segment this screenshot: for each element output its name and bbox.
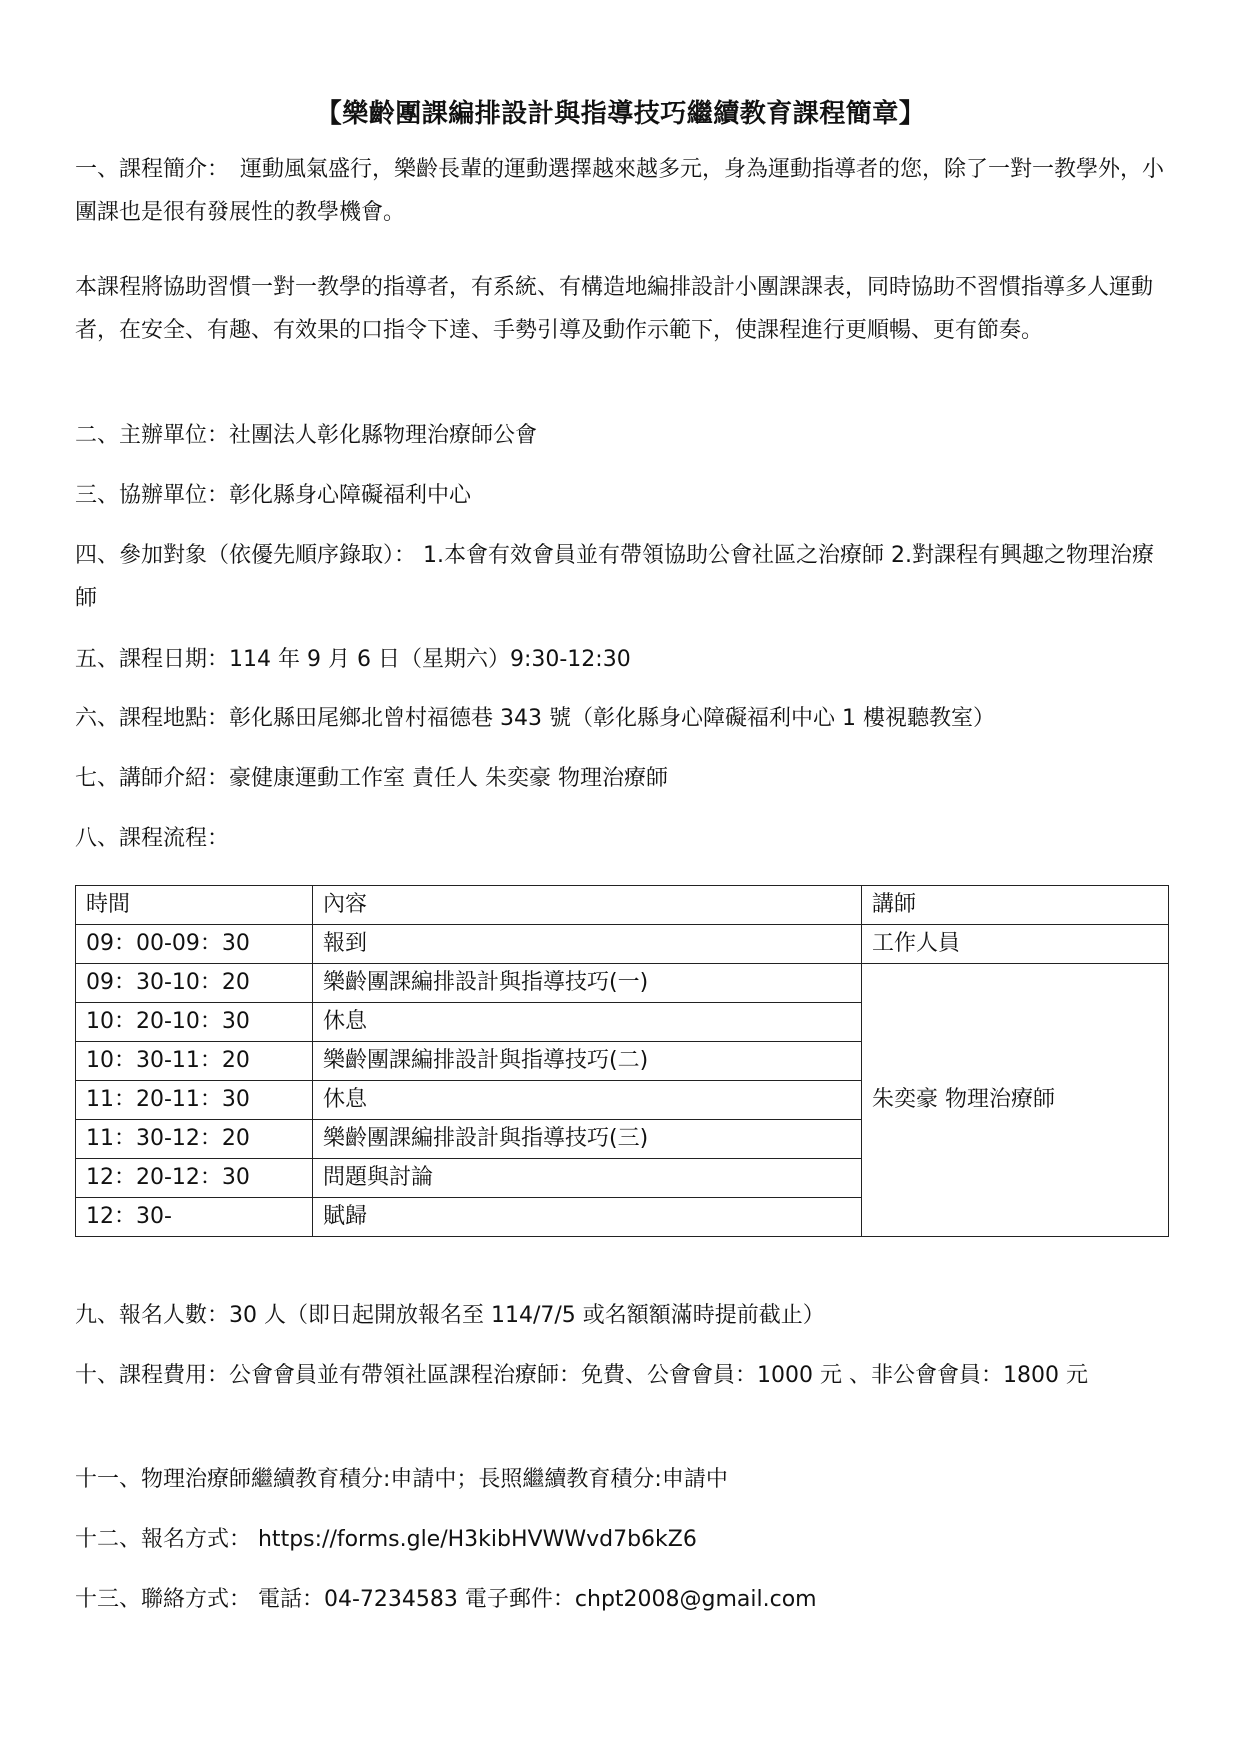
header-content: 內容: [313, 886, 862, 925]
cell-content: 報到: [313, 925, 862, 964]
section-credits: 十一、物理治療師繼續教育積分:申請中；長照繼續教育積分:申請中: [75, 1467, 728, 1492]
document-title: 【樂齡團課編排設計與指導技巧繼續教育課程簡章】: [315, 99, 926, 129]
section-organizer: 二、主辦單位：社團法人彰化縣物理治療師公會: [75, 423, 538, 448]
section-capacity: 九、報名人數：30 人（即日起開放報名至 114/7/5 或名額額滿時提前截止）: [75, 1303, 825, 1328]
table-header-row: [76, 886, 1169, 925]
table-row: [76, 964, 1169, 1003]
cell-content: 樂齡團課編排設計與指導技巧(一): [313, 964, 862, 1003]
section-location: 六、課程地點：彰化縣田尾鄉北曾村福德巷 343 號（彰化縣身心障礙福利中心 1 樓視聽教室）: [75, 706, 995, 731]
cell-time: 10：20-10：30: [76, 1003, 313, 1042]
cell-time: 09：00-09：30: [76, 925, 313, 964]
header-instructor: 講師: [862, 886, 1169, 925]
section-registration: 十二、報名方式： https://forms.gle/H3kibHVWWvd7b6kZ6: [75, 1527, 697, 1552]
cell-time: 11：20-11：30: [76, 1081, 313, 1120]
cell-content: 休息: [313, 1003, 862, 1042]
cell-time: 12：30-: [76, 1198, 313, 1237]
header-time: 時間: [76, 886, 313, 925]
cell-time: 10：30-11：20: [76, 1042, 313, 1081]
cell-instructor: 工作人員: [862, 925, 1169, 964]
table-row: [76, 925, 1169, 964]
cell-content: 樂齡團課編排設計與指導技巧(三): [313, 1120, 862, 1159]
section-fee: 十、課程費用：公會會員並有帶領社區課程治療師：免費、公會會員：1000 元 、非公會會員：1800 元: [75, 1363, 1088, 1388]
cell-time: 12：20-12：30: [76, 1159, 313, 1198]
section-flow-heading: 八、課程流程：: [75, 826, 230, 851]
section-instructor: 七、講師介紹：豪健康運動工作室 責任人 朱奕豪 物理治療師: [75, 766, 668, 791]
cell-content: 休息: [313, 1081, 862, 1120]
section-contact: 十三、聯絡方式： 電話：04-7234583 電子郵件：chpt2008@gmail.com: [75, 1587, 817, 1612]
cell-time: 11：30-12：20: [76, 1120, 313, 1159]
cell-time: 09：30-10：20: [76, 964, 313, 1003]
section-course-intro-detail: 本課程將協助習慣一對一教學的指導者，有系統、有構造地編排設計小團課課表，同時協助不習慣指導多人運動者，在安全、有趣、有效果的口指令下達、手勢引導及動作示範下，使課程進行更順暢、更有節奏。: [75, 275, 1154, 343]
schedule-table: [75, 885, 1169, 1237]
cell-content: 問題與討論: [313, 1159, 862, 1198]
cell-content: 樂齡團課編排設計與指導技巧(二): [313, 1042, 862, 1081]
section-date: 五、課程日期：114 年 9 月 6 日（星期六）9:30-12:30: [75, 647, 631, 672]
cell-content: 賦歸: [313, 1198, 862, 1237]
cell-instructor-merged: 朱奕豪 物理治療師: [862, 964, 1169, 1237]
section-co-organizer: 三、協辦單位：彰化縣身心障礙福利中心: [75, 483, 472, 508]
section-audience: 四、參加對象（依優先順序錄取）： 1.本會有效會員並有帶領協助公會社區之治療師 2.對課程有興趣之物理治療師: [75, 543, 1154, 611]
section-course-intro: 一、課程簡介： 運動風氣盛行，樂齡長輩的運動選擇越來越多元，身為運動指導者的您，除了一對一教學外，小團課也是很有發展性的教學機會。: [75, 157, 1165, 225]
